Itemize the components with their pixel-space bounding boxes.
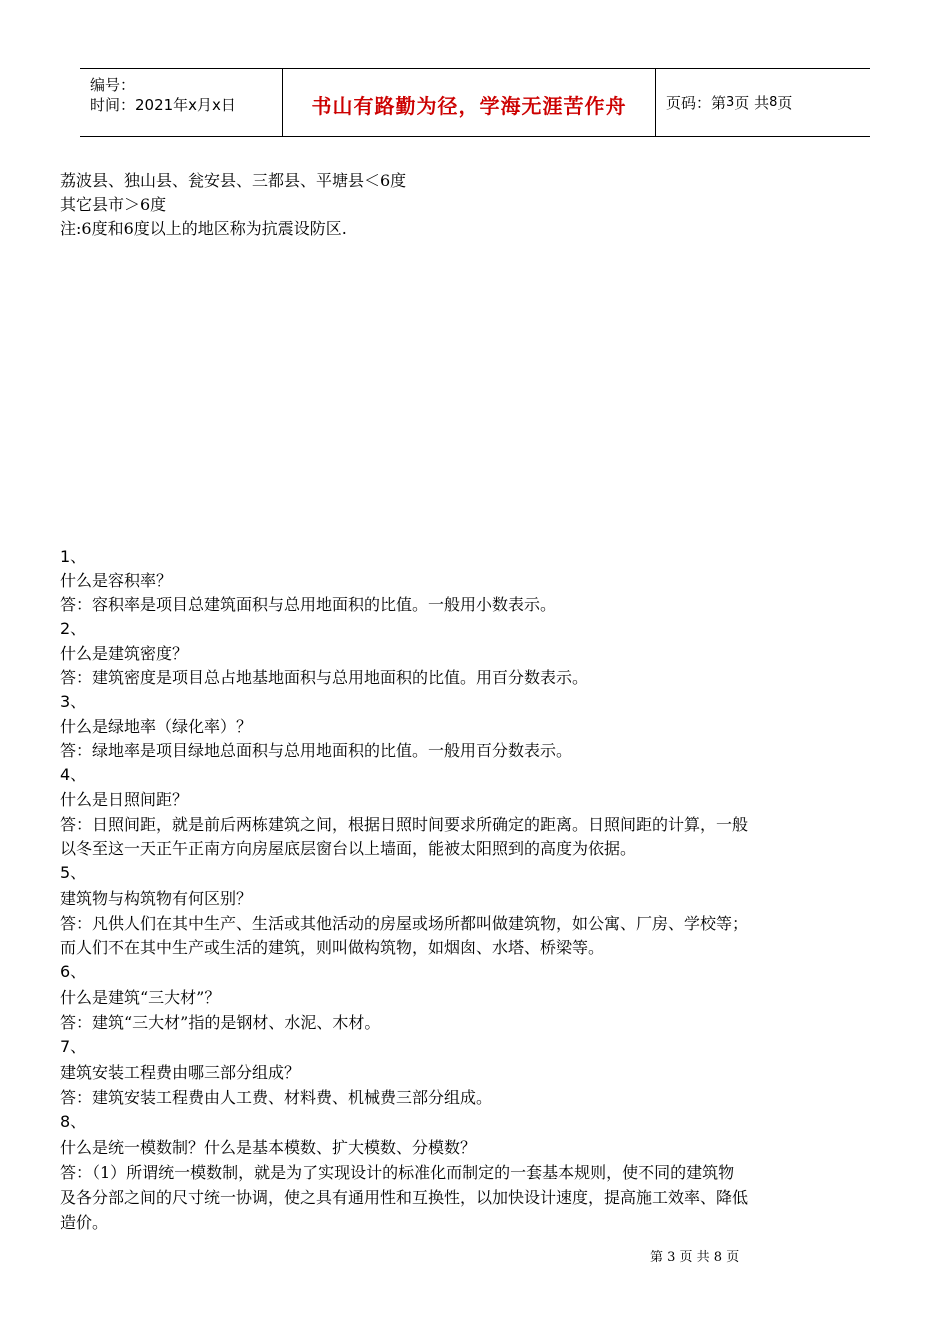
answer-text: 而人们不在其中生产或生活的建筑，则叫做构筑物，如烟囱、水塔、桥梁等。 (60, 938, 605, 957)
question-text: 什么是建筑“三大材”？ (60, 988, 221, 1007)
answer-text: 答：建筑安装工程费由人工费、材料费、机械费三部分组成。 (60, 1088, 493, 1107)
motto: 书山有路勤为径，学海无涯苦作舟 (311, 94, 627, 118)
header-info-cell (80, 69, 282, 136)
question-text: 什么是容积率？ (60, 571, 173, 590)
header-motto-cell (282, 69, 656, 136)
answer-text: 答：（1）所谓统一模数制，就是为了实现设计的标准化而制定的一套基本规则，使不同的建筑物 (60, 1163, 735, 1182)
question-number: 4、 (60, 765, 87, 784)
question-text: 什么是绿地率（绿化率）？ (60, 717, 253, 736)
intro-line: 荔波县、独山县、瓮安县、三都县、平塘县＜6度 (60, 171, 407, 190)
answer-text: 造价。 (60, 1213, 109, 1232)
intro-line: 其它县市＞6度 (60, 195, 167, 214)
document-number-label: 编号： (90, 76, 136, 94)
header-page-cell (656, 69, 870, 136)
answer-text: 答：建筑密度是项目总占地基地面积与总用地面积的比值。用百分数表示。 (60, 668, 589, 687)
answer-text: 答：容积率是项目总建筑面积与总用地面积的比值。一般用小数表示。 (60, 595, 557, 614)
page-mid: 页 共 (734, 94, 770, 112)
question-text: 什么是建筑密度？ (60, 644, 189, 663)
question-text: 什么是统一模数制？什么是基本模数、扩大模数、分模数？ (60, 1138, 477, 1157)
page-suffix: 页 (777, 94, 793, 112)
page-prefix: 页码：第 (666, 94, 727, 112)
question-number: 1、 (60, 547, 87, 566)
question-number: 3、 (60, 692, 87, 711)
question-number: 5、 (60, 863, 87, 882)
page-current: 3 (726, 95, 735, 110)
answer-text: 答：日照间距，就是前后两栋建筑之间，根据日照时间要求所确定的距离。日照间距的计算，一般 (60, 815, 749, 834)
question-number: 8、 (60, 1112, 87, 1131)
question-text: 什么是日照间距？ (60, 790, 189, 809)
page-total: 8 (769, 95, 778, 110)
page-header (80, 68, 870, 137)
question-number: 2、 (60, 619, 87, 638)
question-text: 建筑物与构筑物有何区别？ (60, 889, 253, 908)
answer-text: 答：绿地率是项目绿地总面积与总用地面积的比值。一般用百分数表示。 (60, 741, 573, 760)
intro-note: 注:6度和6度以上的地区称为抗震设防区. (60, 219, 347, 238)
answer-text: 以冬至这一天正午正南方向房屋底层窗台以上墙面，能被太阳照到的高度为依据。 (60, 839, 637, 858)
answer-text: 答：建筑“三大材”指的是钢材、水泥、木材。 (60, 1013, 381, 1032)
question-text: 建筑安装工程费由哪三部分组成？ (60, 1063, 301, 1082)
document-time: 时间：2021年x月x日 (90, 96, 236, 114)
page-footer: 第 3 页 共 8 页 (650, 1250, 740, 1265)
answer-text: 答：凡供人们在其中生产、生活或其他活动的房屋或场所都叫做建筑物，如公寓、厂房、学校等； (60, 914, 749, 933)
question-number: 6、 (60, 962, 87, 981)
question-number: 7、 (60, 1037, 87, 1056)
answer-text: 及各分部之间的尺寸统一协调，使之具有通用性和互换性，以加快设计速度，提高施工效率、降低 (60, 1188, 749, 1207)
